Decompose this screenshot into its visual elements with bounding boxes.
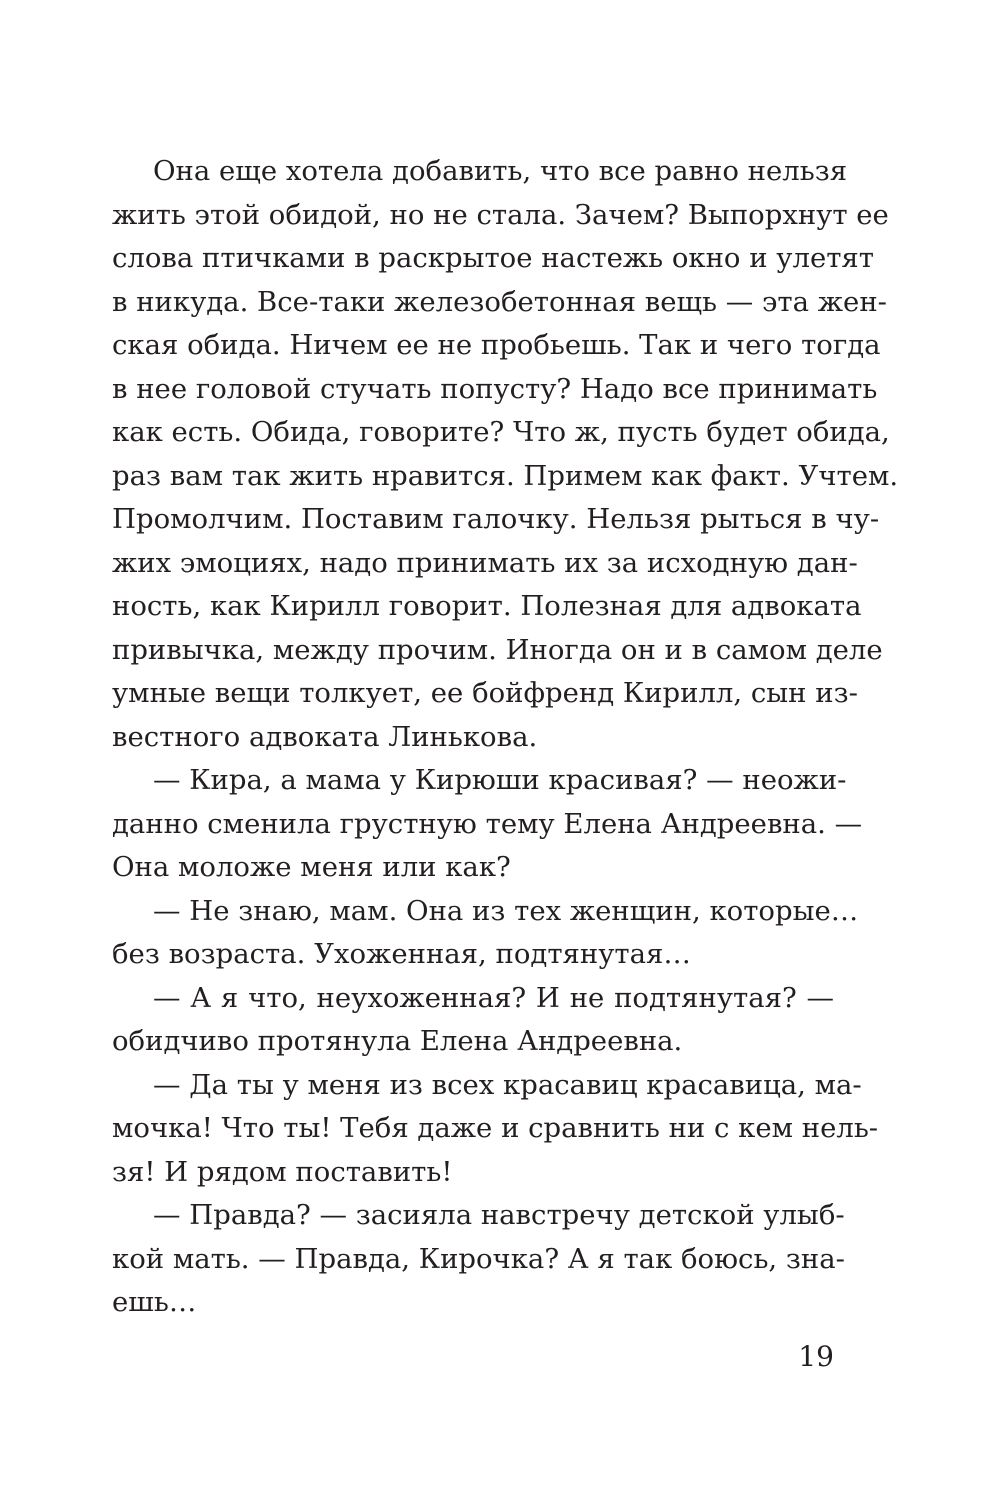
text-line: раз вам так жить нравится. Примем как факт. Учтем. bbox=[112, 459, 899, 492]
text-line: ская обида. Ничем ее не пробьешь. Так и чего тогда bbox=[112, 329, 881, 361]
page-number: 19 bbox=[798, 1340, 834, 1373]
body-text bbox=[112, 150, 899, 1325]
text-line: жить этой обидой, но не стала. Зачем? Выпорхнут ее bbox=[112, 198, 889, 231]
text-line: слова птичками в раскрытое настежь окно и улетят bbox=[112, 242, 874, 274]
text-line: ность, как Кирилл говорит. Полезная для адвоката bbox=[112, 590, 862, 622]
text-line: ешь… bbox=[112, 1286, 197, 1318]
text-line: в никуда. Все-таки железобетонная вещь — эта жен- bbox=[112, 285, 887, 318]
text-line: жих эмоциях, надо принимать их за исходную дан- bbox=[112, 546, 858, 579]
text-line: Она еще хотела добавить, что все равно нельзя bbox=[153, 155, 848, 187]
text-line: как есть. Обида, говорите? Что ж, пусть будет обида, bbox=[112, 416, 890, 448]
text-line: кой мать. — Правда, Кирочка? А я так боюсь, зна- bbox=[112, 1242, 845, 1275]
text-line: в нее головой стучать попусту? Надо все принимать bbox=[112, 372, 878, 405]
text-line: — А я что, неухоженная? И не подтянутая? — bbox=[153, 981, 834, 1014]
text-line: привычка, между прочим. Иногда он и в самом деле bbox=[112, 633, 883, 666]
text-line: зя! И рядом поставить! bbox=[112, 1155, 453, 1188]
text-line: Промолчим. Поставим галочку. Нельзя рыться в чу- bbox=[112, 503, 880, 535]
text-line: Она моложе меня или как? bbox=[112, 851, 511, 883]
text-line: — Кира, а мама у Кирюши красивая? — неожи- bbox=[153, 764, 847, 796]
text-line: без возраста. Ухоженная, подтянутая… bbox=[112, 938, 691, 970]
text-line: вестного адвоката Линькова. bbox=[112, 720, 538, 753]
text-line: — Да ты у меня из всех красавиц красавица, ма- bbox=[153, 1068, 862, 1101]
text-line: обидчиво протянула Елена Андреевна. bbox=[112, 1025, 683, 1057]
text-line: мочка! Что ты! Тебя даже и сравнить ни с кем нель- bbox=[112, 1112, 879, 1144]
text-line: умные вещи толкует, ее бойфренд Кирилл, сын из- bbox=[112, 677, 858, 709]
text-line: — Не знаю, мам. Она из тех женщин, которые… bbox=[153, 894, 859, 927]
text-line: — Правда? — засияла навстречу детской улыб- bbox=[153, 1199, 845, 1231]
text-line: данно сменила грустную тему Елена Андреевна. — bbox=[112, 807, 863, 840]
